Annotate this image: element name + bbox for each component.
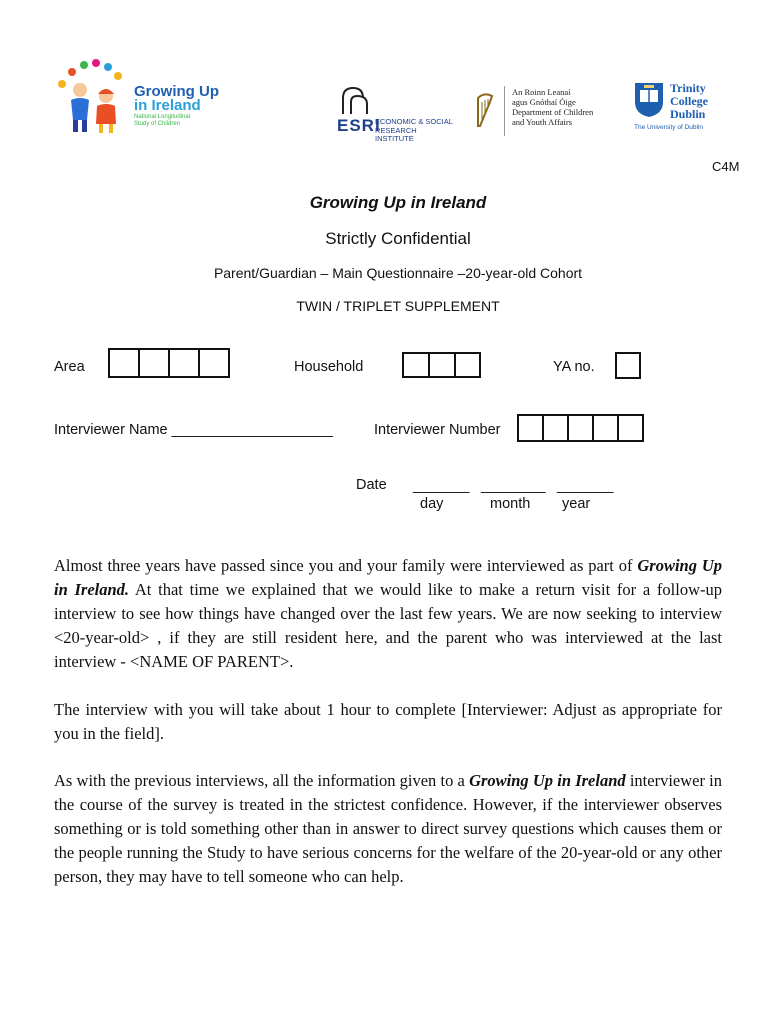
area-boxes[interactable] <box>108 348 230 378</box>
intro-paragraph <box>54 554 722 674</box>
date-label: Date <box>356 477 387 493</box>
duration-paragraph: The interview with you will take about 1 hour to complete [Interviewer: Adjust as appropriate for you in the field]. <box>54 700 722 743</box>
growing-up-in-ireland-logo <box>54 58 224 136</box>
date-day-caption: day <box>420 496 444 512</box>
dcya-logo-line3: Department of Children <box>512 107 594 117</box>
confidentiality-paragraph-study-name: Growing Up in Ireland <box>469 771 626 790</box>
date-year-caption: year <box>562 496 591 512</box>
confidentiality-paragraph <box>54 769 722 889</box>
confidential-heading: Strictly Confidential <box>325 229 471 248</box>
gui-logo-line2: in Ireland <box>134 97 201 114</box>
esri-logo-line2: RESEARCH INSTITUTE <box>375 126 417 143</box>
tcd-crest-icon <box>634 82 664 118</box>
interviewer-number-box[interactable] <box>617 414 644 442</box>
date-month-caption: month <box>490 496 531 512</box>
tcd-logo-line1: Trinity <box>670 81 706 95</box>
area-box[interactable] <box>198 348 230 378</box>
supplement-heading: TWIN / TRIPLET SUPPLEMENT <box>296 298 500 314</box>
gui-logo-line1: Growing Up <box>134 83 219 100</box>
area-label: Area <box>54 359 85 375</box>
household-label: Household <box>294 359 364 375</box>
interviewer-number-box[interactable] <box>542 414 569 442</box>
dcya-logo-line2: agus Gnóthaí Óige <box>512 97 576 107</box>
interviewer-name-label-text: Interviewer Name <box>54 422 168 438</box>
children-figures-icon <box>54 58 134 136</box>
dcya-divider <box>504 86 505 136</box>
date-year-line[interactable]: _______ <box>557 478 614 494</box>
esri-logo-line1: ECONOMIC & SOCIAL <box>375 117 453 126</box>
intro-paragraph-part1: Almost three years have passed since you and your family were interviewed as part of <box>54 556 638 575</box>
document-code: C4M <box>712 159 740 174</box>
trinity-college-logo <box>634 82 724 138</box>
tcd-logo-line3: Dublin <box>670 107 706 121</box>
household-box[interactable] <box>402 352 430 378</box>
dcya-logo-line4: and Youth Affairs <box>512 117 573 127</box>
household-boxes[interactable] <box>402 352 481 378</box>
gui-logo-line4: Study of Children <box>134 121 181 127</box>
ya-no-label: YA no. <box>553 359 595 375</box>
esri-logo <box>337 84 457 143</box>
interviewer-name-label <box>54 422 333 438</box>
dcya-logo-line1: An Roinn Leanaí <box>512 87 571 97</box>
household-box[interactable] <box>454 352 481 378</box>
date-month-line[interactable]: ________ <box>481 478 546 494</box>
area-box[interactable] <box>138 348 170 378</box>
harp-icon <box>474 92 496 130</box>
confidentiality-paragraph-part2: interviewer in the course of the survey is treated in the strictest confidence. However, if the interviewer observes something or is told something other than in answer to direct survey questions which causes them or the people running the Study to have serious concerns for the welfare of the 20-year-old or any other person, they may have to tell someone who can help. <box>54 771 723 886</box>
interviewer-name-line[interactable]: ____________________ <box>171 422 333 438</box>
date-day-line[interactable]: _______ <box>413 478 470 494</box>
intro-paragraph-study-name: Growing Up in Ireland. <box>54 556 722 599</box>
confidentiality-paragraph-part1: As with the previous interviews, all the information given to a <box>54 771 470 790</box>
esri-mark-icon <box>337 84 373 118</box>
ya-no-box[interactable] <box>615 352 641 379</box>
interviewer-number-box[interactable] <box>592 414 619 442</box>
tcd-logo-line2: College <box>670 94 708 108</box>
intro-paragraph-part2: At that time we explained that we would like to make a return visit for a follow-up interview to see how things have changed over the last few years. We are now seeking to interview <20-year-old> , if they are still resident here, and the parent who was interviewed at the last interview - <NAME OF PARENT>. <box>54 580 723 671</box>
page-title: Growing Up in Ireland <box>309 193 487 212</box>
dcya-logo <box>474 86 614 138</box>
interviewer-number-box[interactable] <box>567 414 594 442</box>
interviewer-number-box[interactable] <box>517 414 544 442</box>
gui-logo-line3: National Longitudinal <box>134 114 191 120</box>
area-box[interactable] <box>108 348 140 378</box>
esri-logo-mark: ESRI <box>337 116 381 135</box>
interviewer-number-boxes[interactable] <box>517 414 644 442</box>
interviewer-number-label: Interviewer Number <box>374 422 501 438</box>
questionnaire-subtitle: Parent/Guardian – Main Questionnaire –20-year-old Cohort <box>213 265 583 281</box>
household-box[interactable] <box>428 352 456 378</box>
area-box[interactable] <box>168 348 200 378</box>
tcd-logo-line4: The University of Dublin <box>634 124 703 131</box>
